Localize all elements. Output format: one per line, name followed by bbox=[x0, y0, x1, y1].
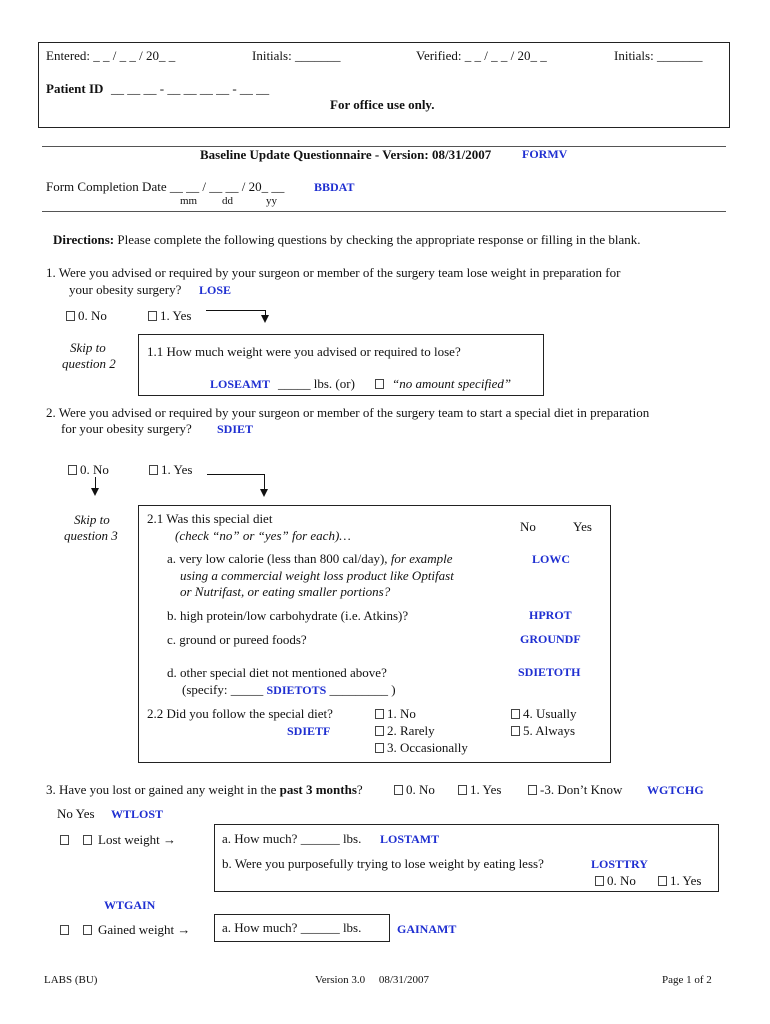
q2-item-a-line2: using a commercial weight loss product like Optifast bbox=[180, 568, 454, 583]
q2-item-d-line1: d. other special diet not mentioned above? bbox=[167, 665, 387, 680]
q2-item-c: c. ground or pureed foods? bbox=[167, 632, 307, 647]
checkbox-icon bbox=[394, 785, 403, 795]
gained-weight-label: Gained weight → bbox=[98, 922, 191, 937]
lost-weight-row bbox=[60, 832, 176, 848]
directions-text: Please complete the following questions by checking the appropriate response or filling in the blank. bbox=[114, 232, 641, 247]
q2-option-no[interactable]: 0. No bbox=[68, 462, 109, 478]
initials-field-1[interactable]: Initials: _______ bbox=[252, 48, 341, 63]
checkbox-icon bbox=[66, 311, 75, 321]
q1-text-line2: your obesity surgery? bbox=[69, 282, 182, 297]
q1-sub-code: LOSEAMT bbox=[210, 377, 271, 391]
q2-option-yes[interactable]: 1. Yes bbox=[149, 462, 192, 478]
header-bottom-rule bbox=[42, 211, 726, 212]
q1-sub-blank[interactable]: _____ lbs. (or) bbox=[278, 376, 355, 391]
q22-question: 2.2 Did you follow the special diet? bbox=[147, 706, 333, 721]
q3-option-no[interactable]: 0. No bbox=[394, 782, 435, 798]
directions-label: Directions: bbox=[53, 232, 115, 247]
gain-amount-code: GAINAMT bbox=[397, 922, 457, 936]
directions bbox=[53, 232, 641, 248]
lost-amount-field[interactable]: a. How much? ______ lbs. bbox=[222, 831, 362, 846]
checkbox-icon bbox=[595, 876, 604, 886]
q1-arrow-line bbox=[206, 310, 266, 311]
completion-date-code: BBDAT bbox=[314, 180, 355, 194]
checkbox-icon bbox=[511, 726, 520, 736]
q2-code: SDIET bbox=[217, 422, 254, 436]
patient-id-label: Patient ID bbox=[46, 81, 104, 96]
checkbox-icon bbox=[511, 709, 520, 719]
checkbox-icon bbox=[68, 465, 77, 475]
q1-option-yes[interactable]: 1. Yes bbox=[148, 308, 191, 324]
q2-item-a-line3: or Nutrifast, or eating smaller portions? bbox=[180, 584, 391, 599]
patient-id-field[interactable]: __ __ __ - __ __ __ __ - __ __ bbox=[111, 81, 270, 96]
form-code: FORMV bbox=[522, 147, 568, 161]
col-yes-header: Yes bbox=[573, 519, 592, 534]
q2-skip-line1: Skip to bbox=[74, 512, 110, 527]
footer-page-number: Page 1 of 2 bbox=[662, 974, 712, 986]
q1-text-line1: 1. Were you advised or required by your surgeon or member of the surgery team lose weight in preparation for bbox=[46, 265, 621, 280]
lost-yes-checkbox[interactable] bbox=[83, 835, 92, 845]
q22-option-1[interactable]: 1. No bbox=[375, 706, 416, 722]
date-yy-label: yy bbox=[266, 195, 277, 207]
q22-option-4[interactable]: 4. Usually bbox=[511, 706, 576, 722]
checkbox-icon bbox=[375, 743, 384, 753]
checkbox-icon bbox=[458, 785, 467, 795]
completion-date-field[interactable]: Form Completion Date __ __ / __ __ / 20_ __ bbox=[46, 179, 285, 194]
q1-skip-line2: question 2 bbox=[62, 356, 116, 371]
lost-try-code: LOSTTRY bbox=[591, 857, 648, 871]
lost-no-checkbox[interactable] bbox=[60, 835, 69, 845]
q2-item-d-specify[interactable]: (specify: _____ SDIETOTS _________ ) bbox=[182, 682, 396, 697]
q2-text-line1: 2. Were you advised or required by your surgeon or member of the surgery team to start a special diet in preparation bbox=[46, 405, 650, 420]
q1-option-no[interactable]: 0. No bbox=[66, 308, 107, 324]
office-use-note: For office use only. bbox=[330, 97, 435, 112]
q3-lost-code: WTLOST bbox=[111, 807, 164, 821]
q22-option-5[interactable]: 5. Always bbox=[511, 723, 575, 739]
q2-sub-title: 2.1 Was this special diet bbox=[147, 511, 273, 526]
entered-field[interactable]: Entered: _ _ / _ _ / 20_ _ bbox=[46, 48, 176, 63]
q2-item-b-code: HPROT bbox=[529, 608, 572, 622]
arrow-down-icon bbox=[261, 315, 269, 323]
q2-sub-instruction: (check “no” or “yes” for each)… bbox=[175, 528, 351, 543]
q2-item-d-code: SDIETOTH bbox=[518, 665, 581, 679]
q3-option-yes[interactable]: 1. Yes bbox=[458, 782, 501, 798]
q2-item-b: b. high protein/low carbohydrate (i.e. Atkins)? bbox=[167, 608, 409, 623]
date-dd-label: dd bbox=[222, 195, 233, 207]
arrow-down-icon bbox=[91, 488, 99, 496]
checkbox-icon bbox=[149, 465, 158, 475]
lost-weight-label: Lost weight → bbox=[98, 832, 176, 847]
q1-code: LOSE bbox=[199, 283, 232, 297]
q3-code: WGTCHG bbox=[647, 783, 704, 797]
q2-yes-arrow-line bbox=[207, 474, 265, 475]
q2-yes-arrow-stem bbox=[264, 474, 265, 490]
q1-skip-line1: Skip to bbox=[70, 340, 106, 355]
col-no-header: No bbox=[520, 519, 536, 534]
checkbox-icon bbox=[528, 785, 537, 795]
gained-weight-row bbox=[60, 922, 190, 938]
checkbox-icon bbox=[375, 709, 384, 719]
initials-field-2[interactable]: Initials: _______ bbox=[614, 48, 703, 63]
lost-try-yes[interactable]: 1. Yes bbox=[658, 873, 701, 889]
checkbox-icon bbox=[148, 311, 157, 321]
lost-try-question: b. Were you purposefully trying to lose weight by eating less? bbox=[222, 856, 544, 871]
q2-skip-line2: question 3 bbox=[64, 528, 118, 543]
q2-item-c-code: GROUNDF bbox=[520, 632, 581, 646]
gain-amount-field[interactable]: a. How much? ______ lbs. bbox=[222, 920, 362, 935]
gain-no-checkbox[interactable] bbox=[60, 925, 69, 935]
checkbox-icon bbox=[658, 876, 667, 886]
q2-text-line2: for your obesity surgery? bbox=[61, 421, 192, 436]
verified-field[interactable]: Verified: _ _ / _ _ / 20_ _ bbox=[416, 48, 547, 63]
footer-center: Version 3.0 08/31/2007 bbox=[315, 974, 429, 986]
q3-option-dontknow[interactable]: -3. Don’t Know bbox=[528, 782, 622, 798]
q3-text: 3. Have you lost or gained any weight in the past 3 months? bbox=[46, 782, 363, 797]
footer-left: LABS (BU) bbox=[44, 974, 98, 986]
q22-option-3[interactable]: 3. Occasionally bbox=[375, 740, 468, 756]
q2-item-a-code: LOWC bbox=[532, 552, 571, 566]
q22-option-2[interactable]: 2. Rarely bbox=[375, 723, 435, 739]
checkbox-icon bbox=[375, 379, 384, 389]
gain-yes-checkbox[interactable] bbox=[83, 925, 92, 935]
q2-item-a-line1: a. very low calorie (less than 800 cal/day), for example bbox=[167, 551, 453, 566]
arrow-down-icon bbox=[260, 489, 268, 497]
q1-sub-question: 1.1 How much weight were you advised or required to lose? bbox=[147, 344, 461, 359]
lost-amount-code: LOSTAMT bbox=[380, 832, 440, 846]
page-title: Baseline Update Questionnaire - Version: 08/31/2007 bbox=[200, 147, 492, 162]
q3-gain-code: WTGAIN bbox=[104, 898, 156, 912]
lost-try-no[interactable]: 0. No bbox=[595, 873, 636, 889]
q3-no-yes-header: No Yes bbox=[57, 806, 95, 821]
q1-no-amount-option[interactable]: “no amount specified” bbox=[375, 376, 511, 392]
date-mm-label: mm bbox=[180, 195, 198, 207]
checkbox-icon bbox=[375, 726, 384, 736]
q22-code: SDIETF bbox=[287, 724, 331, 738]
